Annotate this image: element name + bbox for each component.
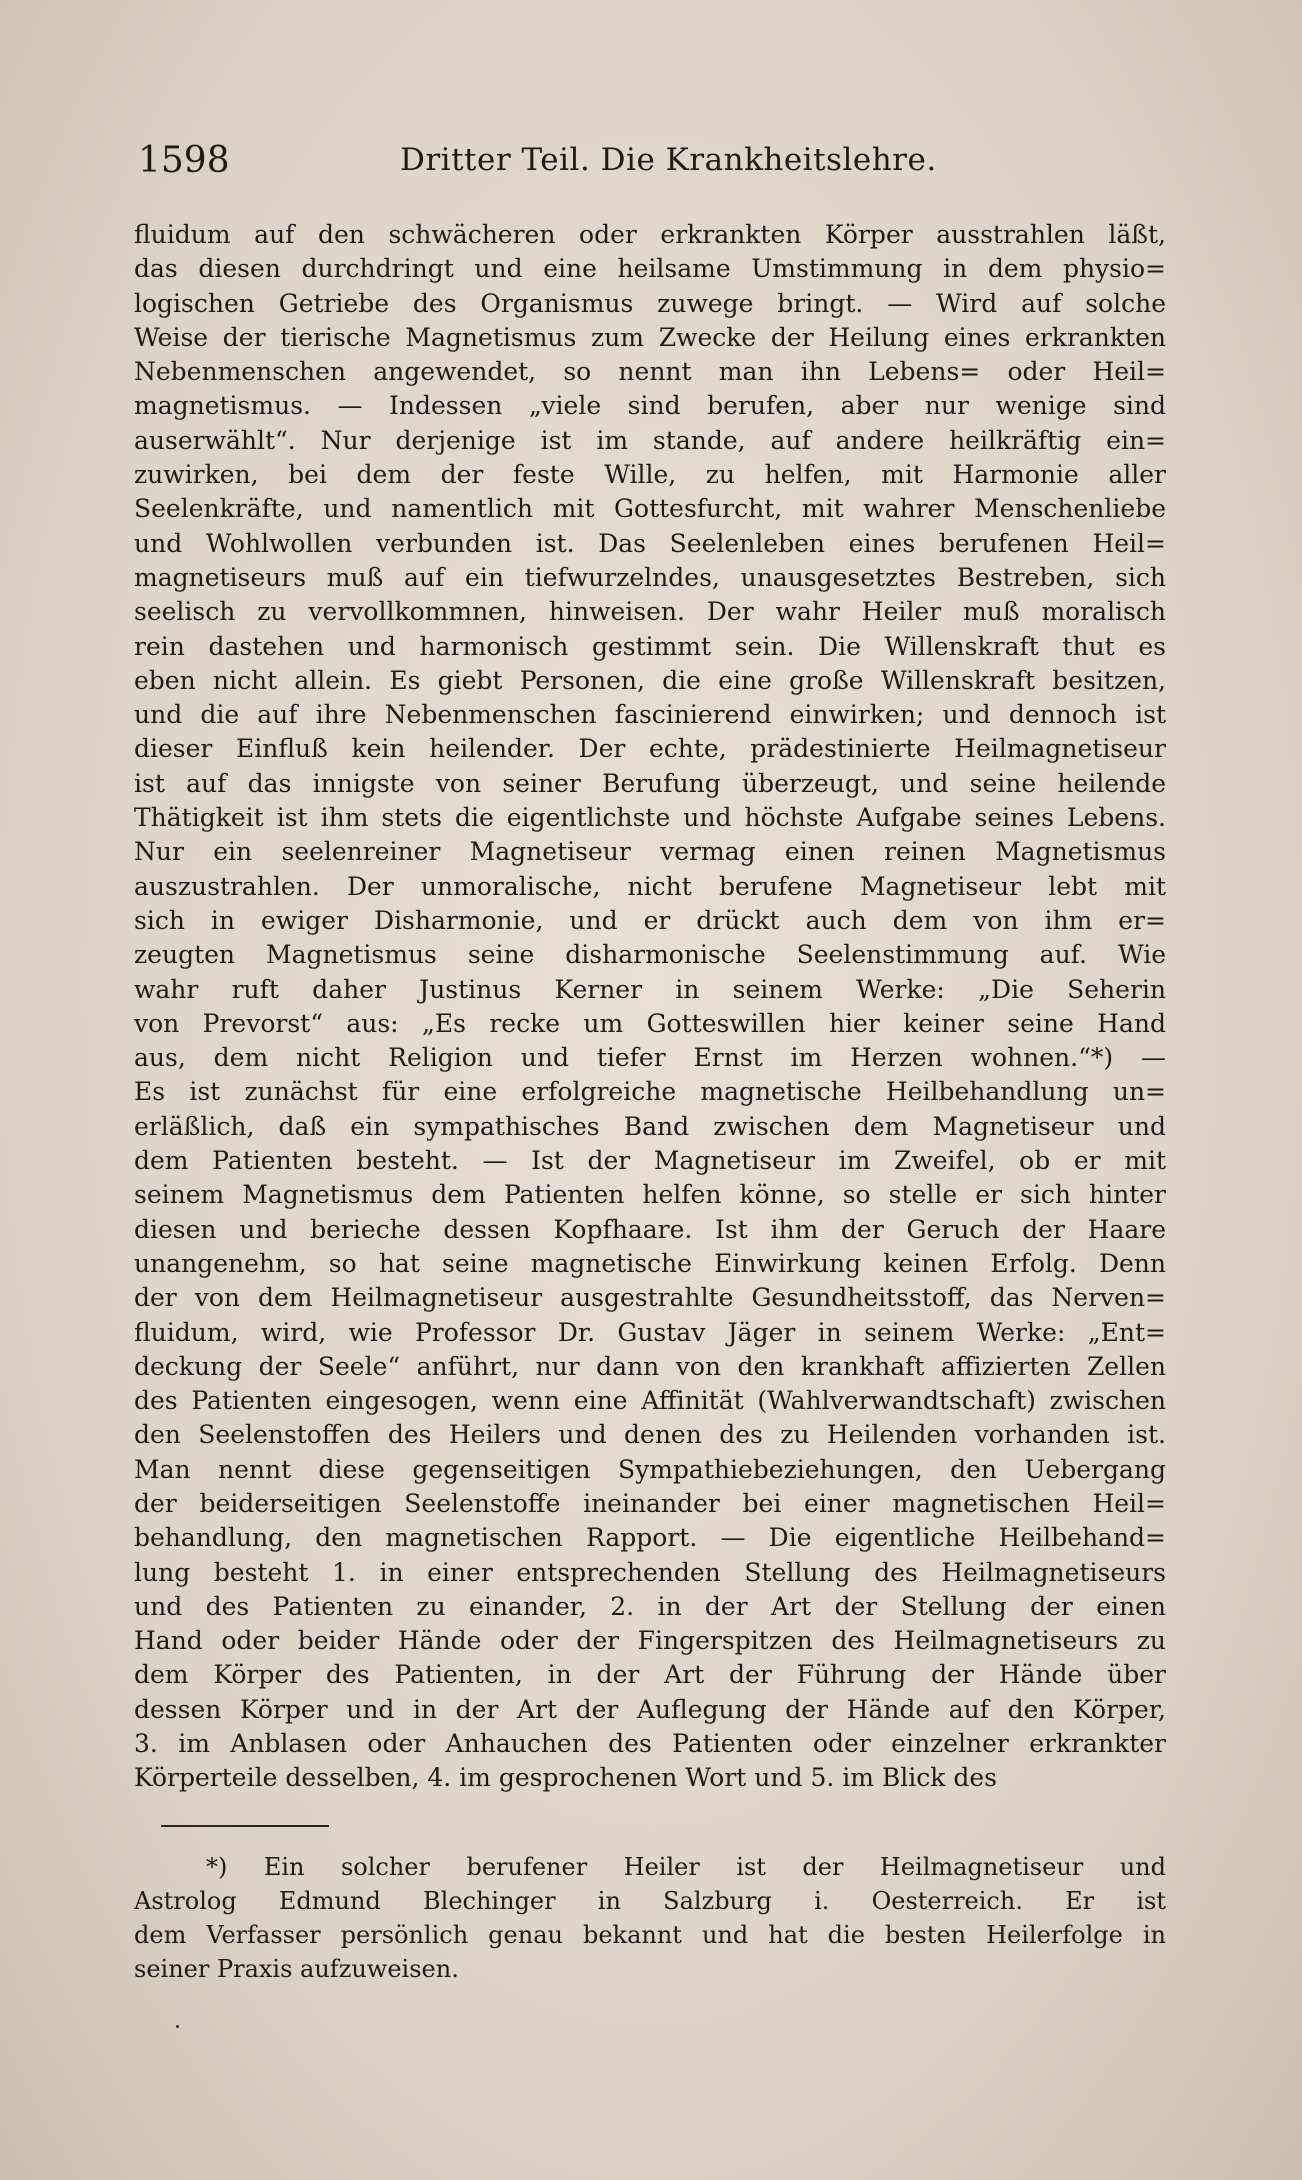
text-line: von Prevorst“ aus: „Es recke um Gotteswillen hier keiner seine Hand — [134, 1008, 1166, 1038]
text-line: behandlung, den magnetischen Rapport. — Die eigentliche Heilbehand= — [134, 1523, 1166, 1553]
running-head: Dritter Teil. Die Krankheitslehre. — [400, 142, 937, 178]
text-line: rein dastehen und harmonisch gestimmt sein. Die Willenskraft thut es — [134, 631, 1166, 661]
text-line: wahr ruft daher Justinus Kerner in seinem Werke: „Die Seherin — [134, 974, 1166, 1004]
text-line: ist auf das innigste von seiner Berufung überzeugt, und seine heilende — [134, 768, 1166, 798]
text-line: fluidum auf den schwächeren oder erkrankten Körper ausstrahlen läßt, — [134, 220, 1166, 249]
text-line: logischen Getriebe des Organismus zuwege bringt. — Wird auf solche — [134, 288, 1166, 318]
text-line: Körperteile desselben, 4. im gesprochenen Wort und 5. im Blick des — [134, 1763, 997, 1793]
text-line: zuwirken, bei dem der feste Wille, zu helfen, mit Harmonie aller — [134, 460, 1166, 490]
text-line: Nebenmenschen angewendet, so nennt man ihn Lebens= oder Heil= — [134, 357, 1166, 387]
text-line: magnetiseurs muß auf ein tiefwurzelndes, unausgesetztes Bestreben, sich — [134, 562, 1166, 592]
text-line: aus, dem nicht Religion und tiefer Ernst im Herzen wohnen.“*) — — [134, 1043, 1166, 1073]
text-line: deckung der Seele“ anführt, nur dann von den krankhaft affizierten Zellen — [134, 1351, 1166, 1381]
footnote-line: dem Verfasser persönlich genau bekannt und hat die besten Heilerfolge in — [134, 1921, 1166, 1949]
text-line: dieser Einfluß kein heilender. Der echte, prädestinierte Heilmagnetiseur — [134, 734, 1166, 764]
footnote — [134, 1850, 1166, 1986]
text-line: 3. im Anblasen oder Anhauchen des Patienten oder einzelner erkrankter — [134, 1729, 1166, 1759]
text-line: diesen und berieche dessen Kopfhaare. Ist ihm der Geruch der Haare — [134, 1214, 1166, 1244]
text-line: zeugten Magnetismus seine disharmonische Seelenstimmung auf. Wie — [134, 940, 1166, 970]
footnote-rule — [161, 1825, 329, 1827]
text-line: fluidum, wird, wie Professor Dr. Gustav Jäger in seinem Werke: „Ent= — [134, 1317, 1166, 1347]
body-text — [134, 218, 1166, 1796]
text-line: Weise der tierische Magnetismus zum Zwecke der Heilung eines erkrankten — [134, 322, 1166, 352]
footnote-line: *) Ein solcher berufener Heiler ist der Heilmagnetiseur und — [206, 1853, 1166, 1881]
text-line: sich in ewiger Disharmonie, und er drückt auch dem von ihm er= — [134, 905, 1166, 935]
text-line: magnetismus. — Indessen „viele sind berufen, aber nur wenige sind — [134, 391, 1166, 421]
text-line: Thätigkeit ist ihm stets die eigentlichste und höchste Aufgabe seines Lebens. — [134, 803, 1166, 833]
text-line: seinem Magnetismus dem Patienten helfen könne, so stelle er sich hinter — [134, 1180, 1166, 1210]
text-line: Seelenkräfte, und namentlich mit Gottesfurcht, mit wahrer Menschenliebe — [134, 494, 1166, 524]
text-line: Man nennt diese gegenseitigen Sympathiebeziehungen, den Uebergang — [134, 1454, 1166, 1484]
text-line: auszustrahlen. Der unmoralische, nicht berufene Magnetiseur lebt mit — [134, 871, 1166, 901]
text-line: den Seelenstoffen des Heilers und denen des zu Heilenden vorhanden ist. — [134, 1420, 1166, 1450]
paper-speck — [176, 2025, 179, 2028]
text-line: auserwählt“. Nur derjenige ist im stande, auf andere heilkräftig ein= — [134, 425, 1166, 455]
text-line: der beiderseitigen Seelenstoffe ineinander bei einer magnetischen Heil= — [134, 1488, 1166, 1518]
text-line: und Wohlwollen verbunden ist. Das Seelenleben eines berufenen Heil= — [134, 528, 1166, 558]
page-header — [138, 140, 1168, 190]
text-line: der von dem Heilmagnetiseur ausgestrahlte Gesundheitsstoff, das Nerven= — [134, 1283, 1166, 1313]
footnote-line: Astrolog Edmund Blechinger in Salzburg i. Oesterreich. Er ist — [134, 1887, 1166, 1915]
text-line: eben nicht allein. Es giebt Personen, die eine große Willenskraft besitzen, — [134, 665, 1166, 695]
text-line: Hand oder beider Hände oder der Fingerspitzen des Heilmagnetiseurs zu — [134, 1626, 1166, 1656]
text-line: dessen Körper und in der Art der Auflegung der Hände auf den Körper, — [134, 1694, 1166, 1724]
text-line: und die auf ihre Nebenmenschen fascinierend einwirken; und dennoch ist — [134, 700, 1166, 730]
text-line: Nur ein seelenreiner Magnetiseur vermag einen reinen Magnetismus — [134, 837, 1166, 867]
text-line: dem Körper des Patienten, in der Art der Führung der Hände über — [134, 1660, 1166, 1690]
text-line: und des Patienten zu einander, 2. in der Art der Stellung der einen — [134, 1591, 1166, 1621]
text-line: unangenehm, so hat seine magnetische Einwirkung keinen Erfolg. Denn — [134, 1248, 1166, 1278]
footnote-line: seiner Praxis aufzuweisen. — [134, 1955, 459, 1983]
text-line: lung besteht 1. in einer entsprechenden Stellung des Heilmagnetiseurs — [134, 1557, 1166, 1587]
page-number: 1598 — [138, 140, 230, 181]
text-line: dem Patienten besteht. — Ist der Magnetiseur im Zweifel, ob er mit — [134, 1146, 1166, 1176]
text-line: des Patienten eingesogen, wenn eine Affinität (Wahlverwandtschaft) zwischen — [134, 1386, 1166, 1416]
text-line: seelisch zu vervollkommnen, hinweisen. Der wahr Heiler muß moralisch — [134, 597, 1166, 627]
text-line: erläßlich, daß ein sympathisches Band zwischen dem Magnetiseur und — [134, 1111, 1166, 1141]
text-line: das diesen durchdringt und eine heilsame Umstimmung in dem physio= — [134, 254, 1166, 284]
text-line: Es ist zunächst für eine erfolgreiche magnetische Heilbehandlung un= — [134, 1077, 1166, 1107]
